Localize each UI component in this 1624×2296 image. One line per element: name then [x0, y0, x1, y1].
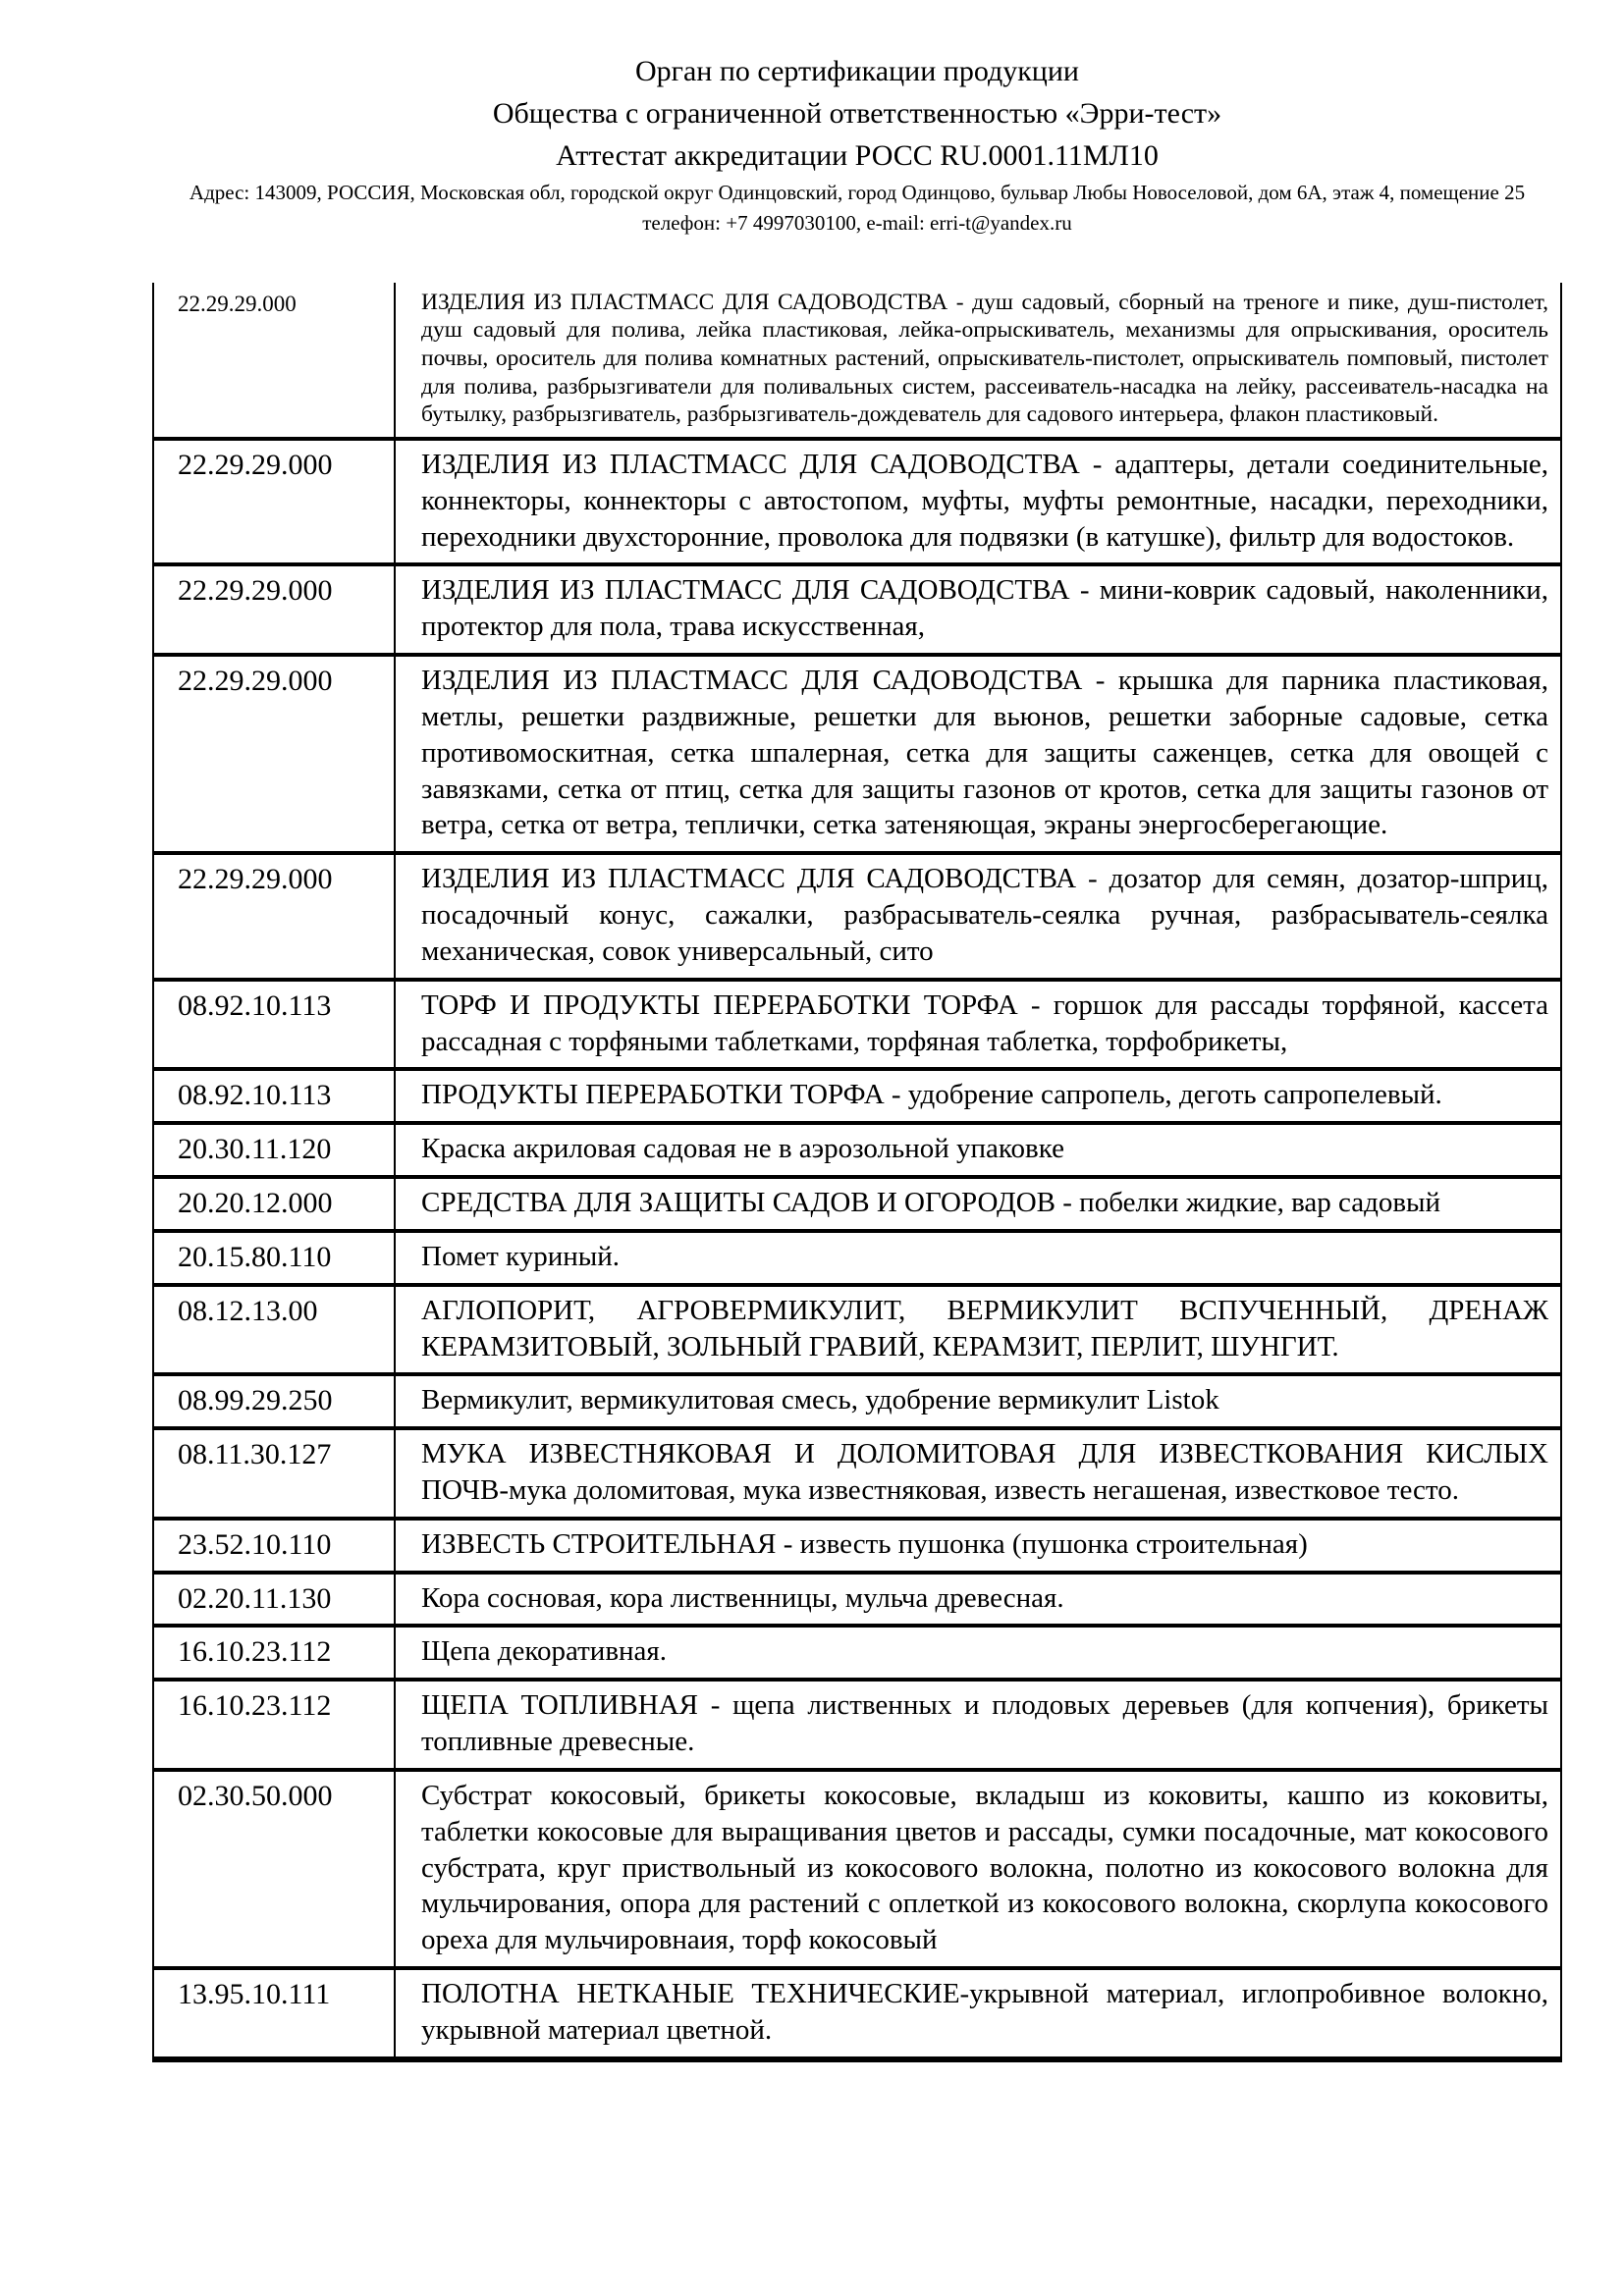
- product-description: ИЗДЕЛИЯ ИЗ ПЛАСТМАСС ДЛЯ САДОВОДСТВА - мини-коврик садовый, наколенники, протектор для пола, трава искусственная,: [395, 564, 1561, 655]
- org-address: Адрес: 143009, РОССИЯ, Московская обл, городской округ Одинцовский, город Одинцово, бульвар Любы Новоселовой, дом 6А, этаж 4, помещение 25: [189, 180, 1526, 204]
- product-code: 22.29.29.000: [153, 439, 395, 564]
- product-description: СРЕДСТВА ДЛЯ ЗАЩИТЫ САДОВ И ОГОРОДОВ - побелки жидкие, вар садовый: [395, 1177, 1561, 1231]
- product-code: 08.99.29.250: [153, 1374, 395, 1428]
- product-code: 16.10.23.112: [153, 1680, 395, 1770]
- table-row: [153, 1626, 1561, 1680]
- table-row: [153, 1770, 1561, 1968]
- product-code: 22.29.29.000: [153, 283, 395, 439]
- table-row: [153, 655, 1561, 853]
- product-code: 08.11.30.127: [153, 1428, 395, 1519]
- product-description: ИЗДЕЛИЯ ИЗ ПЛАСТМАСС ДЛЯ САДОВОДСТВА - дозатор для семян, дозатор-шприц, посадочный конус, сажалки, разбрасыватель-сеялка ручная, разбрасыватель-сеялка механическая, совок универсальный, сито: [395, 853, 1561, 979]
- product-code: 20.30.11.120: [153, 1123, 395, 1177]
- product-description: Помет куриный.: [395, 1231, 1561, 1285]
- product-code: 22.29.29.000: [153, 655, 395, 853]
- product-description: ЩЕПА ТОПЛИВНАЯ - щепа лиственных и плодовых деревьев (для копчения), брикеты топливные древесные.: [395, 1680, 1561, 1770]
- table-row: [153, 1285, 1561, 1375]
- products-table-body: [153, 283, 1561, 2059]
- product-description: Субстрат кокосовый, брикеты кокосовые, вкладыш из коковиты, кашпо из коковиты, таблетки кокосовые для выращивания цветов и рассады, сумки посадочные, мат кокосового субстрата, круг приствольный из кокосового волокна, полотно из кокосового волокна для мульчирования, опора для растений с оплеткой из кокосового волокна, скорлупа кокосового ореха для мульчировнаия, торф кокосовый: [395, 1770, 1561, 1968]
- product-description: ТОРФ И ПРОДУКТЫ ПЕРЕРАБОТКИ ТОРФА - горшок для рассады торфяной, кассета рассадная с торфяными таблетками, торфяная таблетка, торфобрикеты,: [395, 980, 1561, 1070]
- product-code: 08.92.10.113: [153, 980, 395, 1070]
- table-row: [153, 1573, 1561, 1627]
- product-code: 02.20.11.130: [153, 1573, 395, 1627]
- table-row: [153, 1519, 1561, 1573]
- product-description: ИЗДЕЛИЯ ИЗ ПЛАСТМАСС ДЛЯ САДОВОДСТВА - крышка для парника пластиковая, метлы, решетки раздвижные, решетки для вьюнов, решетки заборные садовые, сетка противомоскитная, сетка шпалерная, сетка для защиты саженцев, сетка для овощей с завязками, сетка от птиц, сетка для защиты газонов от кротов, сетка для защиты газонов от ветра, сетка от ветра, теплички, сетка затеняющая, экраны энергосберегающие.: [395, 655, 1561, 853]
- table-row: [153, 1231, 1561, 1285]
- org-contact: телефон: +7 4997030100, e-mail: erri-t@yandex.ru: [642, 211, 1072, 236]
- product-code: 08.12.13.00: [153, 1285, 395, 1375]
- table-row: [153, 853, 1561, 979]
- product-description: ИЗВЕСТЬ СТРОИТЕЛЬНАЯ - известь пушонка (пушонка строительная): [395, 1519, 1561, 1573]
- org-name-title: Общества с ограниченной ответственностью «Эрри-тест»: [492, 96, 1222, 130]
- table-row: [153, 1069, 1561, 1123]
- product-description: ПОЛОТНА НЕТКАНЫЕ ТЕХНИЧЕСКИЕ-укрывной материал, иглопробивное волокно, укрывной материал цветной.: [395, 1968, 1561, 2059]
- org-type-title: Орган по сертификации продукции: [635, 55, 1079, 87]
- product-description: МУКА ИЗВЕСТНЯКОВАЯ И ДОЛОМИТОВАЯ ДЛЯ ИЗВЕСТКОВАНИЯ КИСЛЫХ ПОЧВ-мука доломитовая, мука известняковая, известь негашеная, известковое тесто.: [395, 1428, 1561, 1519]
- product-code: 13.95.10.111: [153, 1968, 395, 2059]
- product-code: 22.29.29.000: [153, 853, 395, 979]
- document-header: [152, 0, 1562, 240]
- product-code: 20.20.12.000: [153, 1177, 395, 1231]
- product-description: Щепа декоративная.: [395, 1626, 1561, 1680]
- product-code: 20.15.80.110: [153, 1231, 395, 1285]
- table-row: [153, 1123, 1561, 1177]
- product-description: Краска акриловая садовая не в аэрозольной упаковке: [395, 1123, 1561, 1177]
- table-row: [153, 1968, 1561, 2059]
- table-row: [153, 1428, 1561, 1519]
- product-code: 02.30.50.000: [153, 1770, 395, 1968]
- product-description: Вермикулит, вермикулитовая смесь, удобрение вермикулит Listok: [395, 1374, 1561, 1428]
- products-table: [152, 283, 1562, 2062]
- accreditation-attestation: Аттестат аккредитации РОСС RU.0001.11МЛ10: [556, 138, 1159, 172]
- product-description: ПРОДУКТЫ ПЕРЕРАБОТКИ ТОРФА - удобрение сапропель, деготь сапропелевый.: [395, 1069, 1561, 1123]
- table-row: [153, 283, 1561, 439]
- table-row: [153, 1374, 1561, 1428]
- table-row: [153, 1177, 1561, 1231]
- product-code: 08.92.10.113: [153, 1069, 395, 1123]
- table-row: [153, 980, 1561, 1070]
- product-code: 16.10.23.112: [153, 1626, 395, 1680]
- product-code: 22.29.29.000: [153, 564, 395, 655]
- product-description: ИЗДЕЛИЯ ИЗ ПЛАСТМАСС ДЛЯ САДОВОДСТВА - душ садовый, сборный на треноге и пике, душ-пистолет, душ садовый для полива, лейка пластиковая, лейка-опрыскиватель, механизмы для опрыскивания, ороситель почвы, ороситель для полива комнатных растений, опрыскиватель-пистолет, опрыскиватель помповый, пистолет для полива, разбрызгиватели для поливальных систем, рассеиватель-насадка на лейку, рассеиватель-насадка на бутылку, разбрызгиватель, разбрызгиватель-дождеватель для садового интерьера, флакон пластиковый.: [395, 283, 1561, 439]
- product-description: АГЛОПОРИТ, АГРОВЕРМИКУЛИТ, ВЕРМИКУЛИТ ВСПУЧЕННЫЙ, ДРЕНАЖ КЕРАМЗИТОВЫЙ, ЗОЛЬНЫЙ ГРАВИЙ, КЕРАМЗИТ, ПЕРЛИТ, ШУНГИТ.: [395, 1285, 1561, 1375]
- product-code: 23.52.10.110: [153, 1519, 395, 1573]
- table-row: [153, 1680, 1561, 1770]
- product-description: ИЗДЕЛИЯ ИЗ ПЛАСТМАСС ДЛЯ САДОВОДСТВА - адаптеры, детали соединительные, коннекторы, коннекторы с автостопом, муфты, муфты ремонтные, насадки, переходники, переходники двухсторонние, проволока для подвязки (в катушке), фильтр для водостоков.: [395, 439, 1561, 564]
- table-row: [153, 439, 1561, 564]
- product-description: Кора сосновая, кора лиственницы, мульча древесная.: [395, 1573, 1561, 1627]
- table-row: [153, 564, 1561, 655]
